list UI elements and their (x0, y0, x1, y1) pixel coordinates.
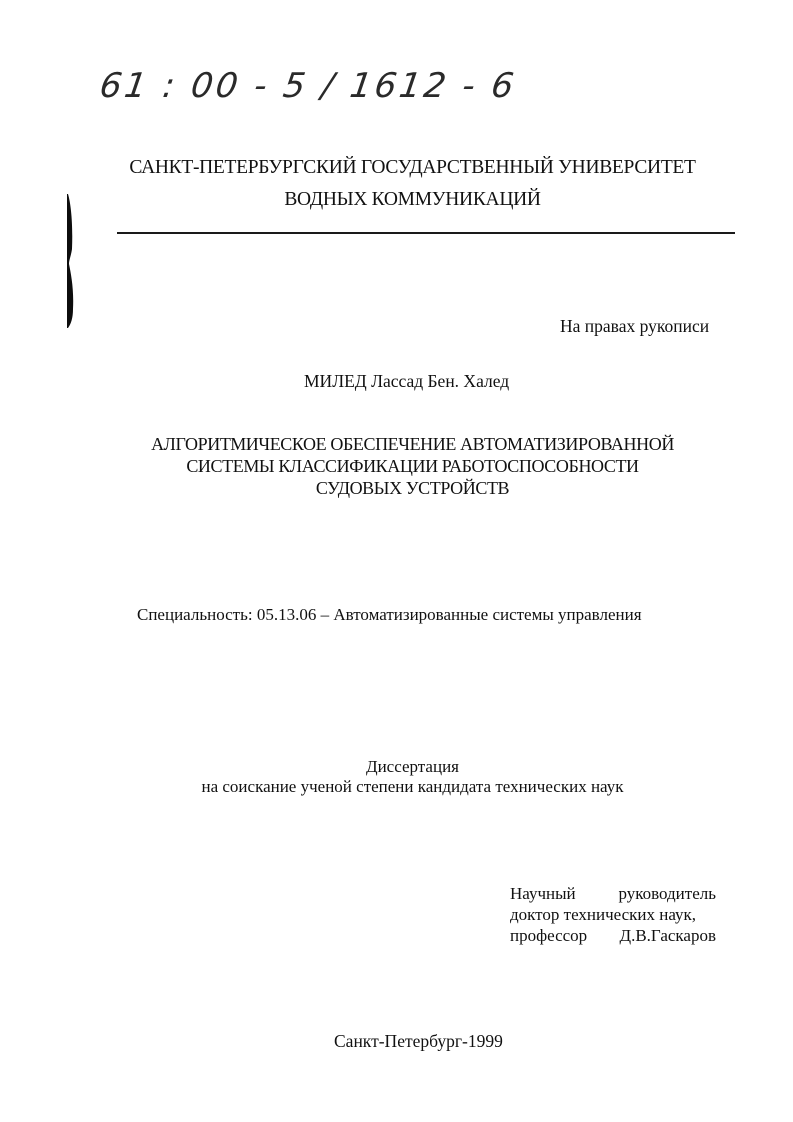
handwritten-catalog-number: 61 : 00 - 5 / 1612 - 6 (97, 66, 520, 106)
supervisor-block (510, 883, 716, 946)
supervisor-label-right: руководитель (618, 884, 716, 903)
thesis-title-line-2: СИСТЕМЫ КЛАССИФИКАЦИИ РАБОТОСПОСОБНОСТИ (186, 456, 639, 476)
institution-name-line-2: ВОДНЫХ КОММУНИКАЦИЙ (284, 189, 541, 210)
margin-mark-icon (66, 194, 76, 328)
institution-name-line-1: САНКТ-ПЕТЕРБУРГСКИЙ ГОСУДАРСТВЕННЫЙ УНИВЕРСИТЕТ (129, 157, 696, 178)
supervisor-title: профессор (510, 926, 588, 945)
supervisor-degree: доктор технических наук, (510, 905, 697, 924)
header-divider (117, 232, 735, 234)
supervisor-line-1 (510, 883, 716, 904)
author-name: МИЛЕД Лассад Бен. Халед (304, 371, 510, 391)
dissertation-label: Диссертация (365, 757, 459, 776)
thesis-title-line-3: СУДОВЫХ УСТРОЙСТВ (315, 478, 510, 498)
supervisor-label-left: Научный (510, 884, 576, 903)
supervisor-name: Д.В.Гаскаров (619, 926, 716, 945)
speciality: Специальность: 05.13.06 – Автоматизированные системы управления (137, 605, 642, 624)
thesis-title-line-1: АЛГОРИТМИЧЕСКОЕ ОБЕСПЕЧЕНИЕ АВТОМАТИЗИРОВАННОЙ (151, 434, 674, 454)
city-year: Санкт-Петербург-1999 (334, 1031, 503, 1051)
degree-statement: на соискание ученой степени кандидата технических наук (201, 777, 624, 796)
rights-note: На правах рукописи (560, 316, 710, 336)
supervisor-line-3 (510, 925, 716, 946)
